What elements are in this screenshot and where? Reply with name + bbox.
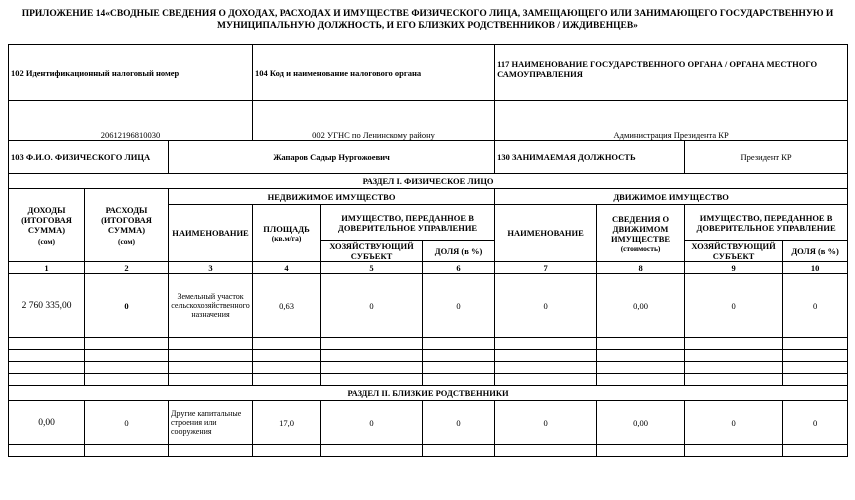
movable-header: ДВИЖИМОЕ ИМУЩЕСТВО (495, 189, 848, 205)
column-number: 5 (321, 262, 423, 274)
column-number: 10 (783, 262, 848, 274)
tax-office-label: 104 Код и наименование налогового органа (253, 45, 495, 101)
expenses-header: РАСХОДЫ (ИТОГОВАЯ СУММА) (сом) (85, 189, 169, 262)
empty-row (9, 374, 848, 386)
cell-movable-name: 0 (495, 401, 597, 445)
column-number: 6 (423, 262, 495, 274)
table-row (9, 274, 848, 338)
cell-area: 0,63 (253, 274, 321, 338)
realty-header: НЕДВИЖИМОЕ ИМУЩЕСТВО (169, 189, 495, 205)
table-row (9, 401, 848, 445)
column-number: 3 (169, 262, 253, 274)
org-value: Администрация Президента КР (495, 101, 848, 141)
cell-income: 0,00 (9, 401, 85, 445)
fullname-value: Жапаров Садыр Нургожоевич (169, 141, 495, 174)
cell-movable-share: 0 (783, 401, 848, 445)
income-header: ДОХОДЫ (ИТОГОВАЯ СУММА) (сом) (9, 189, 85, 262)
empty-row (9, 350, 848, 362)
position-value: Президент КР (685, 141, 848, 174)
realty-trust-header: ИМУЩЕСТВО, ПЕРЕДАННОЕ В ДОВЕРИТЕЛЬНОЕ УПРАВЛЕНИЕ (321, 205, 495, 241)
org-label: 117 НАИМЕНОВАНИЕ ГОСУДАРСТВЕННОГО ОРГАНА / ОРГАНА МЕСТНОГО САМОУПРАВЛЕНИЯ (495, 45, 848, 101)
column-number: 4 (253, 262, 321, 274)
tax-office-value: 002 УГНС по Ленинскому району (253, 101, 495, 141)
movable-name-header: НАИМЕНОВАНИЕ (495, 205, 597, 262)
cell-area: 17,0 (253, 401, 321, 445)
cell-movable-subject: 0 (685, 274, 783, 338)
cell-realty-name: Другие капитальные строения или сооружения (169, 401, 253, 445)
tin-value: 20612196810030 (9, 101, 253, 141)
cell-movable-info: 0,00 (597, 401, 685, 445)
cell-expenses: 0 (85, 274, 169, 338)
cell-movable-subject: 0 (685, 401, 783, 445)
cell-expenses: 0 (85, 401, 169, 445)
movable-share-header: ДОЛЯ (в %) (783, 241, 848, 262)
column-number: 7 (495, 262, 597, 274)
column-number: 1 (9, 262, 85, 274)
realty-share-header: ДОЛЯ (в %) (423, 241, 495, 262)
empty-row (9, 362, 848, 374)
cell-realty-subject: 0 (321, 401, 423, 445)
position-label: 130 ЗАНИМАЕМАЯ ДОЛЖНОСТЬ (495, 141, 685, 174)
movable-info-header: СВЕДЕНИЯ О ДВИЖИМОМ ИМУЩЕСТВЕ (стоимость) (597, 205, 685, 262)
column-number: 8 (597, 262, 685, 274)
section-2-title: РАЗДЕЛ II. БЛИЗКИЕ РОДСТВЕННИКИ (9, 386, 848, 401)
column-number: 2 (85, 262, 169, 274)
column-numbers-row (9, 262, 848, 274)
movable-subject-header: ХОЗЯЙСТВУЮЩИЙ СУБЪЕКТ (685, 241, 783, 262)
movable-trust-header: ИМУЩЕСТВО, ПЕРЕДАННОЕ В ДОВЕРИТЕЛЬНОЕ УПРАВЛЕНИЕ (685, 205, 848, 241)
tin-label: 102 Идентификационный налоговый номер (9, 45, 253, 101)
column-number: 9 (685, 262, 783, 274)
declaration-table (8, 44, 848, 457)
cell-realty-name: Земельный участок сельскохозяйственного назначения (169, 274, 253, 338)
realty-subject-header: ХОЗЯЙСТВУЮЩИЙ СУБЪЕКТ (321, 241, 423, 262)
cell-movable-name: 0 (495, 274, 597, 338)
empty-row (9, 338, 848, 350)
section-1-title: РАЗДЕЛ I. ФИЗИЧЕСКОЕ ЛИЦО (9, 174, 848, 189)
page-title: ПРИЛОЖЕНИЕ 14«СВОДНЫЕ СВЕДЕНИЯ О ДОХОДАХ, РАСХОДАХ И ИМУЩЕСТВЕ ФИЗИЧЕСКОГО ЛИЦА, ЗАМЕЩАЮЩЕГО ИЛИ ЗАНИМАЮЩЕГО ГОСУДАРСТВЕННУЮ И МУНИЦИПАЛЬНУЮ ДОЛЖНОСТЬ, И ЕГО БЛИЗКИХ РОДСТВЕННИКОВ / ИЖДИВЕНЦЕВ» (21, 9, 834, 31)
area-header: ПЛОЩАДЬ (кв.м/га) (253, 205, 321, 262)
cell-income: 2 760 335,00 (9, 274, 85, 338)
cell-realty-share: 0 (423, 401, 495, 445)
cell-movable-info: 0,00 (597, 274, 685, 338)
cell-realty-share: 0 (423, 274, 495, 338)
empty-row (9, 445, 848, 457)
cell-movable-share: 0 (783, 274, 848, 338)
cell-realty-subject: 0 (321, 274, 423, 338)
realty-name-header: НАИМЕНОВАНИЕ (169, 205, 253, 262)
fullname-label: 103 Ф.И.О. ФИЗИЧЕСКОГО ЛИЦА (9, 141, 169, 174)
